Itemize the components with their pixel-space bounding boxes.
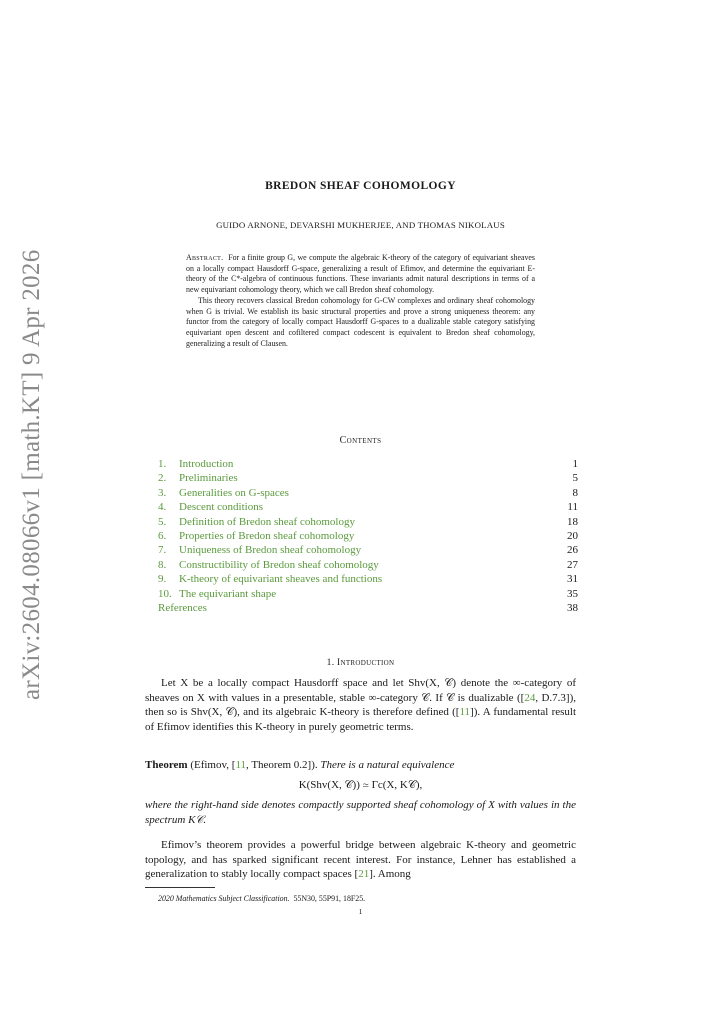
toc-label: Generalities on G-spaces <box>179 486 289 499</box>
arxiv-stamp: arXiv:2604.08066v1 [math.KT] 9 Apr 2026 <box>18 249 45 700</box>
toc-label: The equivariant shape <box>179 587 277 600</box>
equation: K(Shv(X, 𝒞)) ≃ Γc(X, K𝒞), <box>298 779 423 791</box>
toc-link[interactable] <box>158 601 207 615</box>
toc-label: Preliminaries <box>179 472 238 485</box>
toc-entry[interactable] <box>158 572 578 586</box>
text-span: , Theorem 0.2]). <box>246 759 318 771</box>
toc-link[interactable] <box>158 543 361 557</box>
text-span: Efimov’s theorem provides a powerful bridge between algebraic K-theory and geometric topology, and has sparked significant recent interest. For instance, Lehner has established a generalization to stably locally compact spaces [ <box>145 839 576 880</box>
section-heading: 1. Introduction <box>326 658 395 668</box>
toc-link[interactable] <box>158 471 238 485</box>
toc-link[interactable] <box>158 500 263 514</box>
abstract-paragraph-1: For a finite group G, we compute the algebraic K-theory of the category of equivariant sheaves on a locally compact Hausdorff G-space, generalizing a result of Efimov, and determine the equivariant E-theory of the C*-algebra of continuous functions. These invariants admit natural descriptions in terms of a new equivariant cohomology theory, which we call Bredon sheaf cohomology. <box>186 253 535 295</box>
toc-entry[interactable] <box>158 587 578 601</box>
toc-entry[interactable] <box>158 529 578 543</box>
toc-label: Descent conditions <box>179 501 264 514</box>
citation-link[interactable]: 11 <box>235 759 247 771</box>
citation-link[interactable]: 21 <box>358 868 370 880</box>
toc-link[interactable] <box>158 558 379 572</box>
toc-entry[interactable] <box>158 486 578 500</box>
citation-link[interactable]: 11 <box>459 706 471 718</box>
toc-number: 4. <box>158 501 167 514</box>
toc-page-number: 27 <box>567 558 578 571</box>
footnote-text: 55N30, 55P91, 18F25. <box>293 894 366 903</box>
toc-number: 3. <box>158 486 167 499</box>
toc-link[interactable] <box>158 486 289 500</box>
toc-number: 5. <box>158 515 167 528</box>
toc-entry[interactable] <box>158 457 578 471</box>
toc-link[interactable] <box>158 529 354 543</box>
toc-label: Introduction <box>179 458 234 470</box>
citation-link[interactable]: 24 <box>524 691 536 704</box>
theorem <box>145 758 576 773</box>
toc-label: Properties of Bredon sheaf cohomology <box>179 530 355 543</box>
toc-entry[interactable] <box>158 558 578 572</box>
intro-paragraph-1 <box>145 676 576 734</box>
toc-page-number: 38 <box>567 602 578 615</box>
toc-page-number: 35 <box>567 587 578 600</box>
text-span: , D.7.3]), then so is Shv(X, 𝒞), and its algebraic K-theory is therefore defined ([ <box>145 691 576 718</box>
toc-entry[interactable] <box>158 471 578 485</box>
toc-label: References <box>158 602 207 615</box>
footnote <box>158 894 365 903</box>
toc-label: Constructibility of Bredon sheaf cohomology <box>179 558 379 571</box>
toc-page-number: 18 <box>567 515 578 528</box>
toc-page-number: 31 <box>567 573 578 586</box>
theorem-statement: There is a natural equivalence <box>320 759 455 771</box>
footnote-label: 2020 Mathematics Subject Classification. <box>158 894 290 903</box>
authors: GUIDO ARNONE, DEVARSHI MUKHERJEE, AND THOMAS NIKOLAUS <box>216 220 505 230</box>
toc-page-number: 11 <box>567 501 578 514</box>
toc-page-number: 1 <box>572 458 578 470</box>
toc-entry[interactable] <box>158 500 578 514</box>
text-span: (Efimov, [ <box>190 759 236 771</box>
toc-page-number: 20 <box>567 530 578 543</box>
toc-entry[interactable] <box>158 515 578 529</box>
toc-label: Definition of Bredon sheaf cohomology <box>179 515 355 528</box>
toc-entry[interactable] <box>158 543 578 557</box>
toc-link[interactable] <box>158 457 233 471</box>
toc-page-number: 5 <box>572 472 578 485</box>
text-span: where the right-hand side denotes compactly supported sheaf cohomology of X with values in the spectrum K𝒞. <box>145 799 576 826</box>
toc-number: 9. <box>158 573 167 586</box>
toc-link[interactable] <box>158 587 276 601</box>
paper-title: BREDON SHEAF COHOMOLOGY <box>265 180 456 192</box>
toc-page-number: 8 <box>572 486 578 499</box>
table-of-contents <box>158 457 578 615</box>
intro-paragraph-2 <box>145 838 576 882</box>
abstract-label: Abstract. <box>186 253 224 262</box>
toc-number: 8. <box>158 558 167 571</box>
abstract <box>186 253 535 349</box>
toc-page-number: 26 <box>567 544 578 557</box>
toc-entry[interactable] <box>158 601 578 615</box>
toc-number: 10. <box>158 587 172 600</box>
toc-link[interactable] <box>158 515 355 529</box>
theorem-where <box>145 798 576 827</box>
toc-link[interactable] <box>158 572 382 586</box>
toc-label: K-theory of equivariant sheaves and functions <box>179 573 383 586</box>
footnote-rule <box>145 887 215 888</box>
toc-number: 7. <box>158 544 167 557</box>
contents-heading: Contents <box>339 435 382 446</box>
text-span: ]. Among <box>369 868 411 880</box>
page-number: 1 <box>358 907 363 916</box>
toc-label: Uniqueness of Bredon sheaf cohomology <box>179 544 362 557</box>
toc-number: 2. <box>158 472 167 485</box>
text-span: ]). A fundamental result of Efimov identifies this K-theory in purely geometric terms. <box>145 706 577 733</box>
toc-number: 1. <box>158 458 167 470</box>
theorem-label: Theorem <box>145 759 188 771</box>
text-span: Let X be a locally compact Hausdorff space and let Shv(X, 𝒞) denote the ∞-category of sheaves on X with values in a presentable, stable ∞-category 𝒞. If 𝒞 is dualizable ([ <box>145 677 576 704</box>
abstract-paragraph-2: This theory recovers classical Bredon cohomology for G-CW complexes and ordinary sheaf cohomology when G is trivial. We establish its basic structural properties and prove a strong uniqueness theorem: any functor from the category of locally compact Hausdorff G-spaces to a dualizable stable category satisfying equivariant open descent and cofiltered compact codescent is equivalent to Bredon sheaf cohomology, generalizing a result of Clausen. <box>186 295 535 348</box>
toc-number: 6. <box>158 530 167 543</box>
